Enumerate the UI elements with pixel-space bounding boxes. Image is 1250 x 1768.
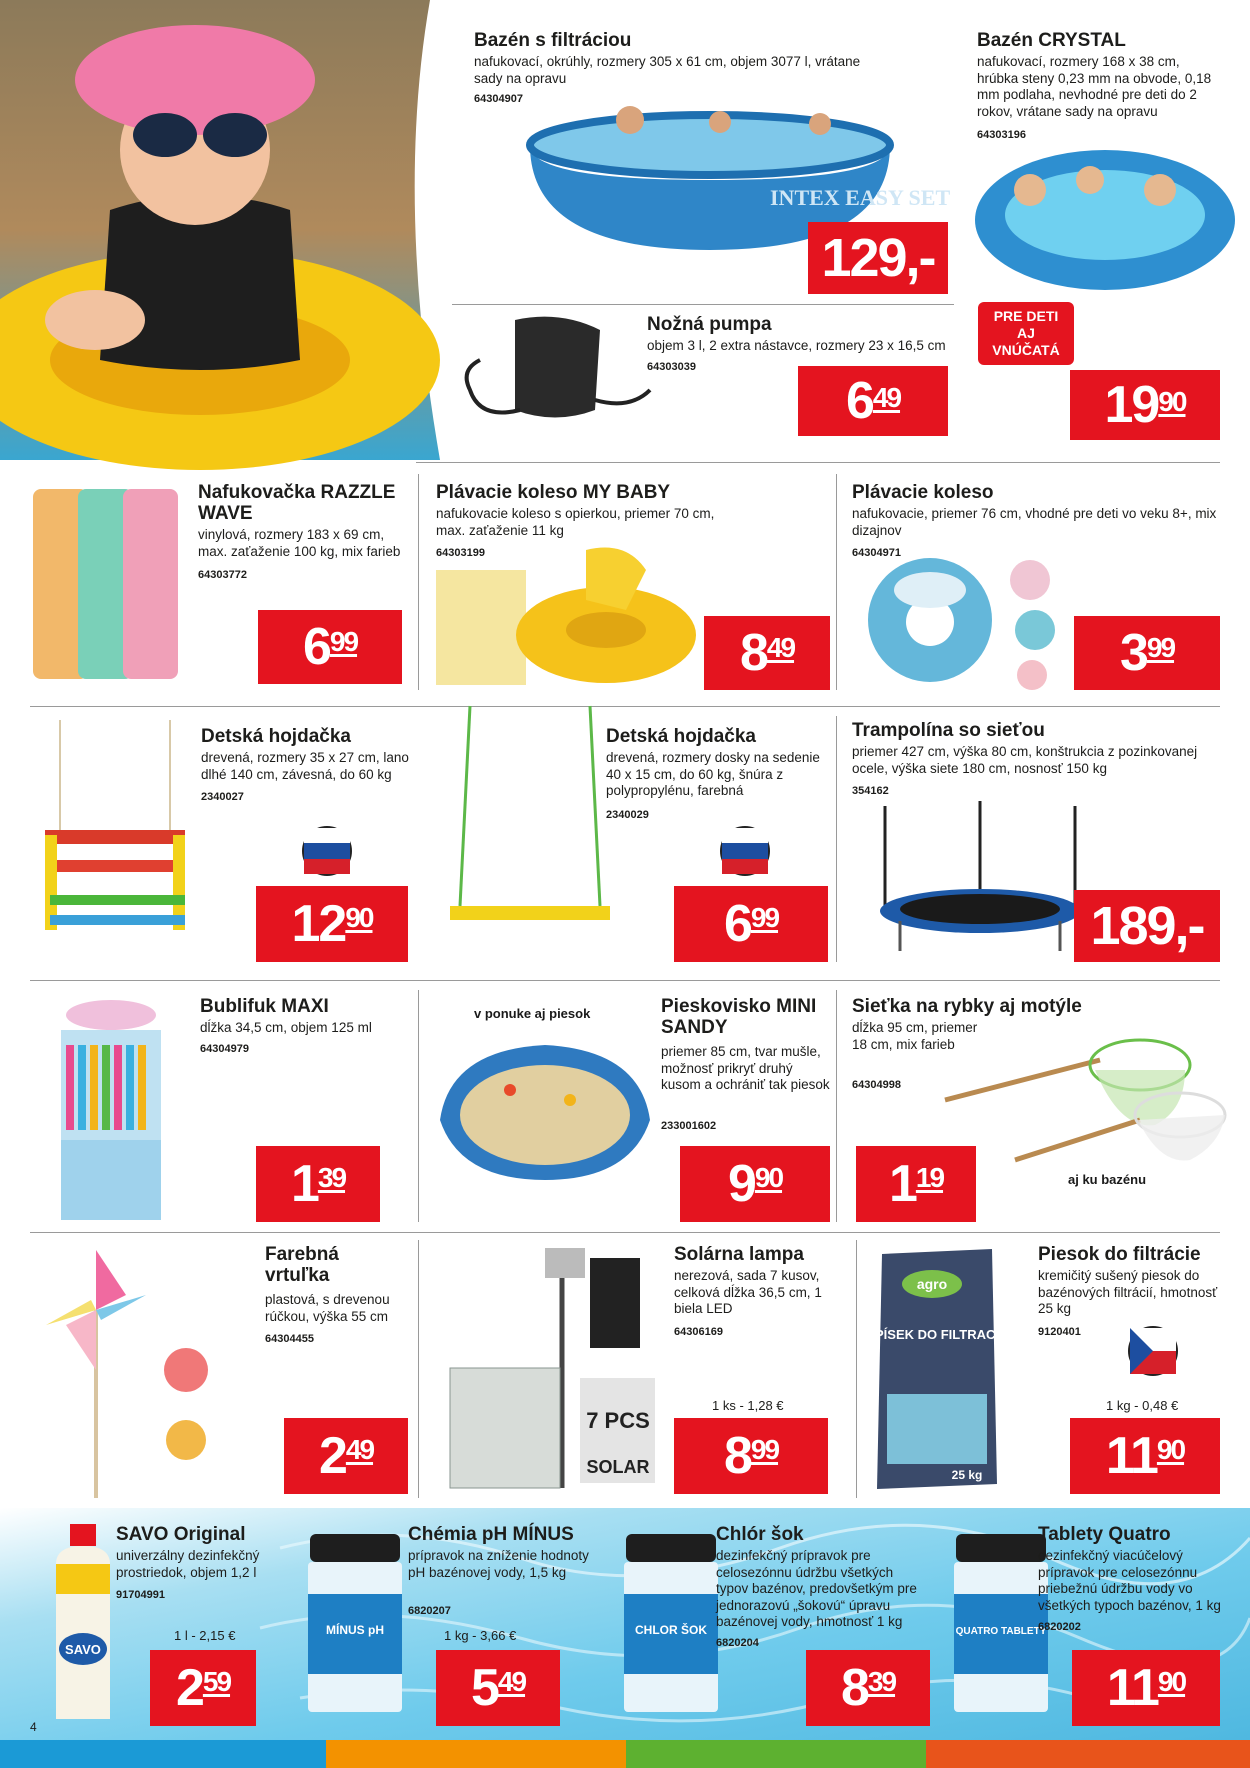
slovak-product-flag (302, 826, 352, 876)
product-title: Chémia pH MÍNUS (408, 1524, 574, 1545)
price-tag (1070, 1418, 1220, 1494)
price-main: 1 (888, 1155, 916, 1213)
offer-note: aj ku bazénu (1068, 1172, 1147, 1187)
divider (30, 1232, 1220, 1233)
price-main: 2 (318, 1427, 346, 1485)
price-tag (808, 222, 948, 294)
price-main: 189,- (1090, 896, 1204, 956)
promo-badge: PRE DETI AJ VNÚČATÁ (978, 302, 1074, 365)
product-title: SAVO Original (116, 1524, 246, 1545)
price-main: 3 (1119, 624, 1147, 682)
sandpit-image (430, 1030, 660, 1190)
product-description: priemer 85 cm, tvar mušle, možnosť prikryť druhý kusom a ochrániť tak piesok (661, 1044, 830, 1092)
product-code: 6820204 (716, 1637, 759, 1649)
product-code: 64303196 (977, 129, 1026, 141)
price-main: 2 (175, 1659, 203, 1717)
price-cents: 49 (497, 1666, 526, 1697)
bubble-display-image (56, 1000, 166, 1220)
tub-label: QUATRO TABLETY (955, 1626, 1047, 1637)
solar-lamp-image (440, 1248, 660, 1498)
price-cents: 99 (750, 902, 779, 933)
product-description: nafukovacie koleso s opierkou, priemer 70 cm, max. zaťaženie 11 kg (436, 506, 715, 538)
price-main: 9 (727, 1155, 755, 1213)
price-main: 6 (302, 618, 330, 676)
price-main: 11 (1106, 1659, 1158, 1717)
product-title: Trampolína so sieťou (852, 720, 1045, 741)
product-title: Plávacie koleso (852, 482, 994, 503)
product-title: Detská hojdačka (606, 726, 756, 747)
price-tag (704, 616, 830, 690)
solar-text: SOLAR (586, 1457, 650, 1477)
swim-ring-image (850, 550, 1070, 690)
product-code: 64304979 (200, 1043, 249, 1055)
czech-product-flag (1128, 1326, 1178, 1376)
product-title: Nožná pumpa (647, 314, 772, 335)
product-code: 64303772 (198, 569, 247, 581)
divider (452, 304, 954, 305)
product-title: Tablety Quatro (1038, 1524, 1171, 1545)
product-title: Sieťka na rybky aj motýle (852, 996, 1082, 1017)
divider (836, 474, 837, 690)
trampoline-image (870, 796, 1090, 956)
divider (416, 462, 1220, 463)
product-code: 64304971 (852, 547, 901, 559)
baby-ring-image (436, 540, 696, 690)
price-tag (856, 1146, 976, 1222)
product-description: dezinfekčný viacúčelový prípravok pre celosezónnu priebežnú údržbu vody vo všetkých typoch bazénov, 1 kg (1038, 1548, 1221, 1613)
product-description: nafukovacie, priemer 76 cm, vhodné pre deti vo veku 8+, mix dizajnov (852, 506, 1217, 538)
ph-minus-tub-image (300, 1534, 410, 1714)
product-description: dĺžka 34,5 cm, objem 125 ml (200, 1020, 372, 1035)
price-main: 5 (470, 1659, 498, 1717)
product-title: Detská hojdačka (201, 726, 351, 747)
brand-text: INTEX EASY SET (770, 185, 951, 210)
price-main: 6 (845, 372, 873, 430)
divider (418, 474, 419, 690)
price-cents: 90 (1156, 1434, 1185, 1465)
product-description: drevená, rozmery 35 x 27 cm, lano dlhé 140 cm, závesná, do 60 kg (201, 750, 409, 782)
product-code: 64306169 (674, 1326, 723, 1338)
price-cents: 99 (1146, 632, 1175, 663)
offer-note: v ponuke aj piesok (474, 1006, 591, 1021)
product-title: Plávacie koleso MY BABY (436, 482, 671, 503)
price-tag (674, 886, 828, 962)
product-title: Piesok do filtrácie (1038, 1244, 1201, 1265)
product-description: kremičitý sušený piesok do bazénových filtrácií, hmotnosť 25 kg (1038, 1268, 1218, 1316)
product-title: Bazén s filtráciou (474, 30, 632, 51)
product-description: dĺžka 95 cm, priemer 18 cm, mix farieb (852, 1020, 978, 1052)
product-code: 9120401 (1038, 1326, 1081, 1338)
price-cents: 39 (867, 1666, 896, 1697)
price-cents: 90 (345, 902, 373, 933)
fishing-net-image (940, 1030, 1230, 1170)
product-title: Bublifuk MAXI (200, 996, 329, 1017)
price-main: 11 (1105, 1427, 1157, 1485)
product-code: 354162 (852, 785, 889, 797)
price-cents: 39 (317, 1162, 346, 1193)
price-main: 19 (1104, 376, 1159, 434)
price-cents: 49 (872, 382, 901, 413)
price-main: 6 (723, 895, 751, 953)
hero-photo-child (0, 0, 440, 460)
product-title: Nafukovačka RAZZLE WAVE (198, 482, 396, 524)
unit-price: 1 kg - 0,48 € (1106, 1398, 1179, 1413)
product-code: 233001602 (661, 1120, 717, 1132)
price-main: 1 (290, 1155, 318, 1213)
price-cents: 90 (754, 1162, 783, 1193)
wooden-swing-image (40, 720, 190, 950)
kids-pool-image (970, 140, 1240, 300)
price-tag (806, 1650, 930, 1726)
pinwheel-image (36, 1240, 226, 1500)
product-description: dezinfekčný prípravok pre celosezónnu údržbu všetkých typov bazénov, predovšetkým pre jednorazovú „šokovú“ úpravu bazénovej vody, hmotnosť 1 kg (716, 1548, 917, 1629)
box-text: 7 PCS (586, 1408, 650, 1433)
product-description: objem 3 l, 2 extra nástavce, rozmery 23 x 16,5 cm (647, 338, 946, 353)
price-tag (436, 1650, 560, 1726)
price-tag (680, 1146, 830, 1222)
divider (418, 990, 419, 1222)
chlor-tub-image (616, 1534, 726, 1714)
product-code: 64304907 (474, 93, 523, 105)
price-main: 8 (723, 1427, 751, 1485)
tub-label: MÍNUS pH (326, 1623, 384, 1637)
rope-swing-image (440, 706, 620, 962)
price-cents: 59 (202, 1666, 231, 1697)
price-tag (1072, 1650, 1220, 1726)
slovak-product-flag (720, 826, 770, 876)
product-code: 64304998 (852, 1079, 901, 1091)
price-tag (256, 886, 408, 962)
price-tag (1074, 890, 1220, 962)
bag-weight: 25 kg (951, 1468, 983, 1482)
divider (836, 716, 837, 962)
price-tag (150, 1650, 256, 1726)
product-code: 2340027 (201, 791, 244, 803)
product-code: 64303199 (436, 547, 485, 559)
product-code: 6820207 (408, 1605, 451, 1617)
unit-price: 1 ks - 1,28 € (712, 1398, 784, 1413)
price-cents: 19 (915, 1162, 944, 1193)
price-tag (1070, 370, 1220, 440)
air-mattress-image (28, 484, 188, 684)
savo-logo: SAVO (65, 1642, 101, 1657)
price-main: 8 (840, 1659, 868, 1717)
price-tag (256, 1146, 380, 1222)
product-description: nerezová, sada 7 kusov, celková dĺžka 36,5 cm, 1 biela LED (674, 1268, 822, 1316)
price-tag (284, 1418, 408, 1494)
bag-text: PÍSEK DO FILTRACÍ (875, 1327, 999, 1342)
divider (836, 990, 837, 1222)
product-title: Chlór šok (716, 1524, 804, 1545)
product-description: priemer 427 cm, výška 80 cm, konštrukcia z pozinkovanej ocele, výška siete 180 cm, nosnosť 150 kg (852, 744, 1198, 776)
product-code: 64303039 (647, 361, 696, 373)
product-description: plastová, s drevenou rúčkou, výška 55 cm (265, 1292, 390, 1324)
price-tag (258, 610, 402, 684)
product-description: vinylová, rozmery 183 x 69 cm, max. zaťaženie 100 kg, mix farieb (198, 527, 401, 559)
tub-label: CHLOR ŠOK (635, 1623, 707, 1637)
product-code: 64304455 (265, 1333, 314, 1345)
price-tag (674, 1418, 828, 1494)
savo-bottle-image (48, 1524, 118, 1724)
bottom-color-bar (0, 1740, 1250, 1768)
price-tag (1074, 616, 1220, 690)
price-main: 8 (739, 624, 767, 682)
price-cents: 99 (329, 626, 358, 657)
price-cents: 99 (750, 1434, 779, 1465)
divider (856, 1240, 857, 1498)
product-description: univerzálny dezinfekčný prostriedok, objem 1,2 l (116, 1548, 260, 1580)
sand-bag-image (872, 1244, 1002, 1492)
price-main: 129,- (821, 228, 935, 288)
product-description: prípravok na zníženie hodnoty pH bazénovej vody, 1,5 kg (408, 1548, 589, 1580)
product-description: drevená, rozmery dosky na sedenie 40 x 15 cm, do 60 kg, šnúra z polypropylénu, farebná (606, 750, 820, 798)
unit-price: 1 kg - 3,66 € (444, 1628, 517, 1643)
pump-image (460, 310, 660, 450)
price-cents: 90 (1157, 1666, 1186, 1697)
price-tag (798, 366, 948, 436)
price-cents: 49 (766, 632, 795, 663)
product-description: nafukovací, rozmery 168 x 38 cm, hrúbka steny 0,23 mm na obvode, 0,18 mm podlaha, nevhodné pre deti do 2 rokov, vrátane sady na opravu (977, 54, 1212, 119)
divider (30, 706, 1220, 707)
page-number: 4 (30, 1720, 37, 1734)
product-title: Bazén CRYSTAL (977, 30, 1126, 51)
price-main: 12 (291, 895, 346, 953)
product-title: Pieskovisko MINI SANDY (661, 996, 817, 1038)
product-code: 91704991 (116, 1589, 165, 1601)
product-title: Farebná vrtuľka (265, 1244, 339, 1286)
bag-brand: agro (916, 1276, 948, 1292)
price-cents: 49 (345, 1434, 374, 1465)
product-description: nafukovací, okrúhly, rozmery 305 x 61 cm, objem 3077 l, vrátane sady na opravu (474, 54, 861, 86)
product-code: 2340029 (606, 809, 649, 821)
price-cents: 90 (1158, 386, 1186, 417)
divider (30, 980, 1220, 981)
product-code: 6820202 (1038, 1621, 1081, 1633)
divider (418, 1240, 419, 1498)
product-title: Solárna lampa (674, 1244, 804, 1265)
unit-price: 1 l - 2,15 € (174, 1628, 236, 1643)
